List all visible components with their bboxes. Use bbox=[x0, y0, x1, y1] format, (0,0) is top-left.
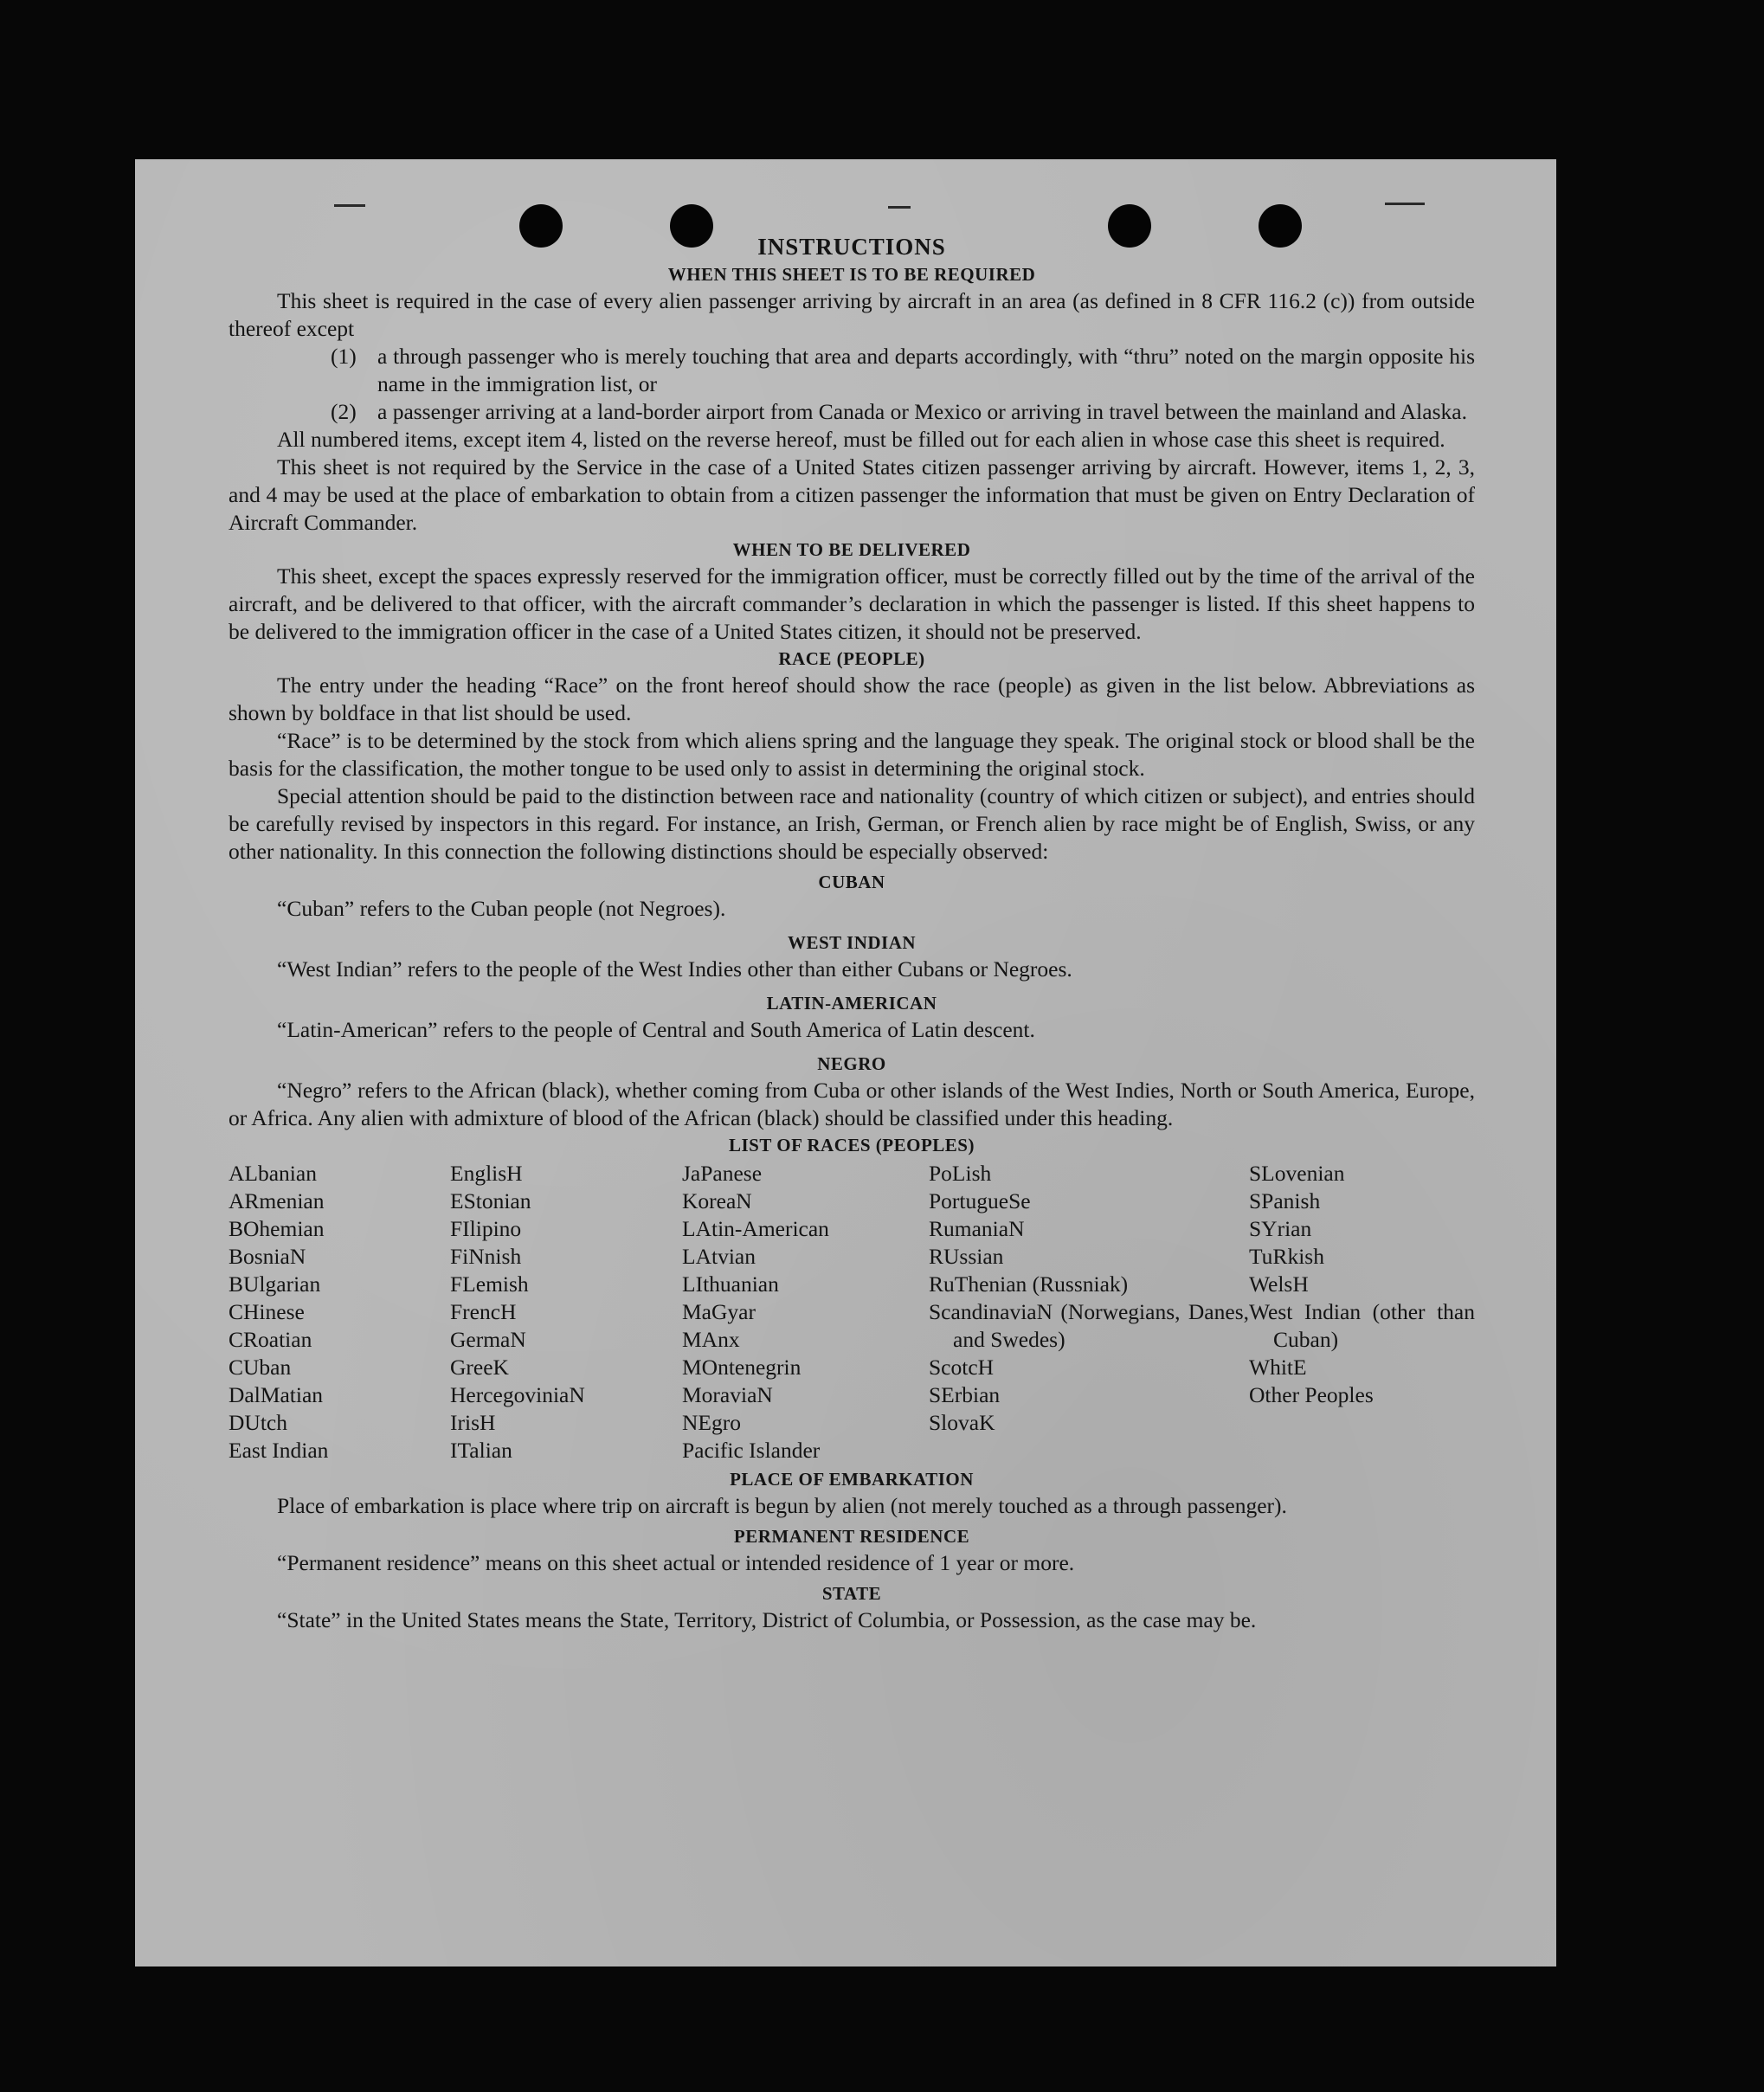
race-item: NEgro bbox=[682, 1410, 741, 1435]
race-item: MoraviaN bbox=[682, 1382, 773, 1407]
race-item: CUban bbox=[229, 1355, 292, 1380]
paragraph: Place of embarkation is place where trip on aircraft is begun by alien (not merely touched as a through passenger). bbox=[277, 1493, 1287, 1518]
race-item: LAtvian bbox=[682, 1244, 756, 1269]
race-item: BOhemian bbox=[229, 1216, 325, 1241]
race-item: WelsH bbox=[1249, 1271, 1309, 1297]
race-item: PortugueSe bbox=[929, 1188, 1031, 1213]
section-heading: LIST OF RACES (PEOPLES) bbox=[729, 1135, 975, 1155]
race-item: MaGyar bbox=[682, 1299, 756, 1324]
item-text: a passenger arriving at a land-border airport from Canada or Mexico or arriving in travel between the mainland and Alaska. bbox=[377, 399, 1467, 424]
exception-item bbox=[331, 398, 1475, 426]
bleed-through-mark bbox=[888, 206, 911, 209]
race-item: ALbanian bbox=[229, 1161, 317, 1186]
section-heading: LATIN-AMERICAN bbox=[766, 993, 937, 1014]
paragraph: “Permanent residence” means on this sheet actual or intended residence of 1 year or more. bbox=[277, 1550, 1075, 1575]
race-item: ScandinaviaN (Norwegians, Danes, and Swedes) bbox=[929, 1299, 1249, 1352]
race-item: IrisH bbox=[450, 1410, 496, 1435]
race-item: CRoatian bbox=[229, 1327, 312, 1352]
race-item: WhitE bbox=[1249, 1355, 1307, 1380]
race-item: SErbian bbox=[929, 1382, 1001, 1407]
paragraph: “Negro” refers to the African (black), whether coming from Cuba or other islands of the West Indies, North or South America, Europe, or Africa. Any alien with admixture of blood of the African (black) should be classified under this heading. bbox=[229, 1078, 1475, 1130]
race-column bbox=[682, 1160, 929, 1464]
race-item: LAtin-American bbox=[682, 1216, 829, 1241]
race-item: SPanish bbox=[1249, 1188, 1321, 1213]
race-item: HercegoviniaN bbox=[450, 1382, 585, 1407]
paragraph: The entry under the heading “Race” on the front hereof should show the race (people) as given in the list below. Abbreviations as shown by boldface in that list should be used. bbox=[229, 673, 1475, 725]
race-item: FIlipino bbox=[450, 1216, 522, 1241]
bleed-through-mark bbox=[1385, 203, 1425, 205]
race-item: RumaniaN bbox=[929, 1216, 1025, 1241]
section-heading: PERMANENT RESIDENCE bbox=[733, 1526, 970, 1547]
race-item: EnglisH bbox=[450, 1161, 523, 1186]
race-item: EStonian bbox=[450, 1188, 531, 1213]
section-heading: NEGRO bbox=[817, 1053, 886, 1074]
race-column bbox=[929, 1160, 1249, 1464]
paragraph: Special attention should be paid to the distinction between race and nationality (country of which citizen or subject), and entries should be carefully revised by inspectors in this regard. For instance, an Irish, German, or French alien by race might be of English, Swiss, or any other nationality. In this connection the following distinctions should be especially observed: bbox=[229, 783, 1475, 864]
race-list bbox=[229, 1160, 1475, 1464]
race-item: FiNnish bbox=[450, 1244, 522, 1269]
race-item: Pacific Islander bbox=[682, 1438, 821, 1463]
race-item: DUtch bbox=[229, 1410, 287, 1435]
race-column bbox=[450, 1160, 682, 1464]
section-heading: WHEN TO BE DELIVERED bbox=[732, 539, 971, 560]
section-heading: WHEN THIS SHEET IS TO BE REQUIRED bbox=[667, 264, 1036, 285]
section-heading: RACE (PEOPLE) bbox=[778, 648, 925, 669]
race-item: FrencH bbox=[450, 1299, 517, 1324]
race-item: TuRkish bbox=[1249, 1244, 1324, 1269]
race-item: GreeK bbox=[450, 1355, 509, 1380]
race-item: JaPanese bbox=[682, 1161, 763, 1186]
paragraph: This sheet, except the spaces expressly reserved for the immigration officer, must be correctly filled out by the time of the arrival of the aircraft, and be delivered to that officer, with the aircraft commander’s declaration in which the passenger is listed. If this sheet happens to be delivered to the immigration officer in the case of a United States citizen, it should not be preserved. bbox=[229, 563, 1475, 644]
race-item: MOntenegrin bbox=[682, 1355, 802, 1380]
paragraph: “State” in the United States means the State, Territory, District of Columbia, or Possession, as the case may be. bbox=[277, 1607, 1257, 1632]
instructions-text bbox=[229, 232, 1475, 1634]
race-item: GermaN bbox=[450, 1327, 526, 1352]
race-item: BUlgarian bbox=[229, 1271, 321, 1297]
exception-item bbox=[331, 343, 1475, 398]
race-item: DalMatian bbox=[229, 1382, 324, 1407]
race-item: LIthuanian bbox=[682, 1271, 779, 1297]
item-number: (2) bbox=[331, 399, 357, 424]
paragraph: This sheet is required in the case of every alien passenger arriving by aircraft in an area (as defined in 8 CFR 116.2 (c)) from outside thereof except bbox=[229, 288, 1475, 341]
race-item: SLovenian bbox=[1249, 1161, 1345, 1186]
race-column bbox=[1249, 1160, 1475, 1464]
paragraph: “West Indian” refers to the people of the West Indies other than either Cubans or Negroes. bbox=[277, 956, 1072, 982]
section-heading: CUBAN bbox=[818, 872, 885, 892]
section-heading: PLACE OF EMBARKATION bbox=[730, 1469, 974, 1490]
race-item: SYrian bbox=[1249, 1216, 1312, 1241]
paragraph: All numbered items, except item 4, listed on the reverse hereof, must be filled out for each alien in whose case this sheet is required. bbox=[277, 427, 1445, 452]
section-heading: STATE bbox=[821, 1583, 882, 1604]
race-item: ScotcH bbox=[929, 1355, 995, 1380]
race-item: BosniaN bbox=[229, 1244, 306, 1269]
race-item: FLemish bbox=[450, 1271, 529, 1297]
page-title: INSTRUCTIONS bbox=[757, 234, 946, 260]
race-item: Other Peoples bbox=[1249, 1382, 1374, 1407]
race-item: RUssian bbox=[929, 1244, 1004, 1269]
race-item: ITalian bbox=[450, 1438, 512, 1463]
item-number: (1) bbox=[331, 344, 357, 369]
paragraph: “Cuban” refers to the Cuban people (not Negroes). bbox=[277, 896, 726, 921]
race-item: KoreaN bbox=[682, 1188, 752, 1213]
paragraph: “Race” is to be determined by the stock from which aliens spring and the language they speak. The original stock or blood shall be the basis for the classification, the mother tongue to be used only to assist in determining the original stock. bbox=[229, 728, 1475, 781]
race-item: MAnx bbox=[682, 1327, 740, 1352]
paragraph: “Latin-American” refers to the people of Central and South America of Latin descent. bbox=[277, 1017, 1035, 1042]
race-column bbox=[229, 1160, 450, 1464]
race-item: ARmenian bbox=[229, 1188, 325, 1213]
race-item: SlovaK bbox=[929, 1410, 995, 1435]
item-text: a through passenger who is merely touching that area and departs accordingly, with “thru” noted on the margin opposite his name in the immigration list, or bbox=[377, 344, 1475, 396]
race-item: West Indian (other than Cuban) bbox=[1249, 1299, 1475, 1352]
race-item: East Indian bbox=[229, 1438, 329, 1463]
race-item: RuThenian (Russniak) bbox=[929, 1271, 1129, 1297]
bleed-through-mark bbox=[334, 204, 365, 207]
document-sheet bbox=[135, 159, 1556, 1966]
race-item: PoLish bbox=[929, 1161, 992, 1186]
race-item: CHinese bbox=[229, 1299, 305, 1324]
section-heading: WEST INDIAN bbox=[787, 932, 917, 953]
paragraph: This sheet is not required by the Service in the case of a United States citizen passenger arriving by aircraft. However, items 1, 2, 3, and 4 may be used at the place of embarkation to obtain from a citizen passenger the information that must be given on Entry Declaration of Aircraft Commander. bbox=[229, 454, 1475, 535]
